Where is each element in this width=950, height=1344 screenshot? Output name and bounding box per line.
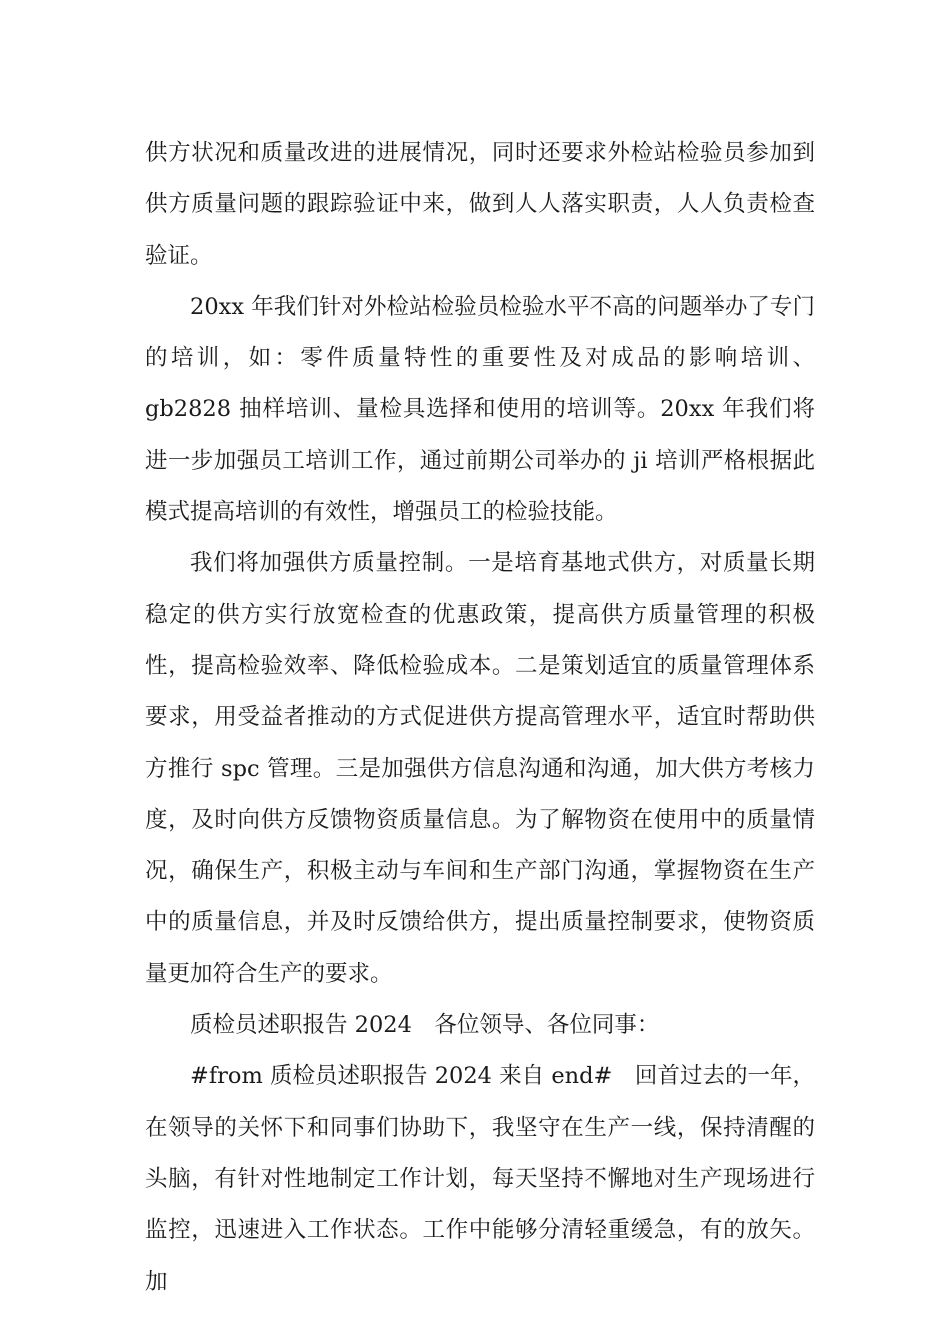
paragraph-1: 供方状况和质量改进的进展情况，同时还要求外检站检验员参加到供方质量问题的跟踪验证中来，做到人人落实职责，人人负责检查验证。 <box>145 140 815 269</box>
paragraph-5: #from 质检员述职报告 2024 来自 end# 回首过去的一年，在领导的关怀下和同事们协助下，我坚守在生产一线，保持清醒的头脑，有针对性地制定工作计划，每天坚持不懈地对生产现场进行监控，迅速进入工作状态。工作中能够分清轻重缓急，有的放矢。加 <box>145 1063 815 1295</box>
document-body <box>145 128 815 1308</box>
paragraph-2: 20xx 年我们针对外检站检验员检验水平不高的问题举办了专门的培训，如：零件质量特性的重要性及对成品的影响培训、gb2828 抽样培训、量检具选择和使用的培训等。20xx 年我们将进一步加强员工培训工作，通过前期公司举办的 ji 培训严格根据此模式提高培训的有效性，增强员工的检验技能。 <box>145 293 815 526</box>
paragraph-4-heading: 质检员述职报告 2024 各位领导、各位同事： <box>190 1012 660 1039</box>
paragraph-3: 我们将加强供方质量控制。一是培育基地式供方，对质量长期稳定的供方实行放宽检查的优惠政策，提高供方质量管理的积极性，提高检验效率、降低检验成本。二是策划适宜的质量管理体系要求，用受益者推动的方式促进供方提高管理水平，适宜时帮助供方推行 spc 管理。三是加强供方信息沟通和沟通，加大供方考核力度，及时向供方反馈物资质量信息。为了解物资在使用中的质量情况，确保生产，积极主动与车间和生产部门沟通，掌握物资在生产中的质量信息，并及时反馈给供方，提出质量控制要求，使物资质量更加符合生产的要求。 <box>145 550 815 987</box>
